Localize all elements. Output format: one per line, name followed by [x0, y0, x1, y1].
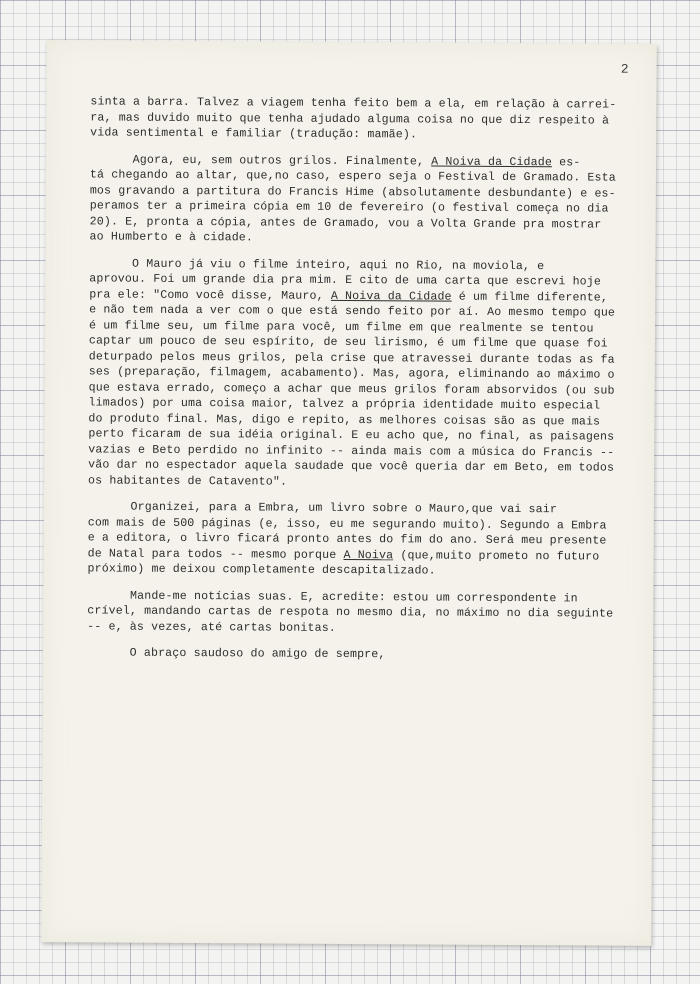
text-line: de Natal para todos -- mesmo porque A Noiva (que,muito prometo no futuro [87, 546, 600, 564]
text-line: O Mauro já viu o filme inteiro, aqui no Rio, na moviola, e [89, 256, 545, 273]
text-line: e não tem nada a ver com o que está sendo feito por aí. Ao mesmo tempo que [89, 303, 616, 320]
text-line: sinta a barra. Talvez a viagem tenha feito bem a ela, em relação à carrei- [90, 95, 617, 112]
text-line: peramos ter a primeira cópia em 10 de fevereiro (o festival começa no dia [89, 199, 609, 216]
text-line: do produto final. Mas, digo e repito, as melhores coisas são as que mais [88, 411, 601, 429]
text-line: O abraço saudoso do amigo de sempre, [86, 646, 386, 662]
text-line: pra ele: "Como você disse, Mauro, A Noiva da Cidade é um filme diferente, [89, 287, 609, 305]
page-number: 2 [620, 61, 629, 77]
text-line: perto ficaram de sua idéia original. E eu acho que, no final, as paisagens [88, 427, 615, 444]
text-line: com mais de 500 páginas (e, isso, eu me segurando muito). Segundo a Embra [87, 515, 607, 533]
text-line: -- e, às vezes, até cartas bonitas. [87, 619, 336, 635]
text-line: Organizei, para a Embra, um livro sobre o Mauro,que vai sair [87, 500, 558, 517]
text-line: 20). E, pronta a cópia, antes de Gramado, vou a Volta Grande pra mostrar [89, 214, 602, 232]
text-line: ses (preparação, filmagem, acabamento). Mas, agora, eliminando ao máximo o [88, 365, 615, 382]
text-line: limados) por uma coisa maior, talvez a própria identidade muito especial [88, 396, 601, 413]
text-line: captar um pouco de seu espírito, de seu lirismo, é um filme que quase foi [88, 334, 608, 351]
text-line: vão dar no espectador aquela saudade que você queria dar em Beto, em todos [88, 458, 615, 475]
text-line: e a editora, o livro ficará pronto antes do fim do ano. Será meu presente [87, 531, 607, 548]
text-line: próximo) me deixou completamente descapitalizado. [87, 562, 436, 578]
letter-page [41, 40, 656, 946]
text-line: ao Humberto e à cidade. [89, 230, 254, 245]
text-line: vazias e Beto perdido no infinito -- ainda mais com a música do Francis -- [88, 442, 615, 460]
text-line: vida sentimental e familiar (tradução: mamãe). [90, 126, 418, 142]
text-line: deturpado pelos meus grilos, pela crise que atravessei durante todas as fa [88, 349, 615, 367]
text-line: ra, mas duvido muito que tenha ajudado alguma coisa no que diz respeito à [90, 110, 610, 128]
text-line: é um filme seu, um filme para você, um filme em que realmente se tentou [88, 318, 594, 335]
text-line: mos gravando a partitura do Francis Hime (absolutamente desbundante) e es- [89, 183, 616, 201]
text-line: tá chegando ao altar, que,no caso, espero seja o Festival de Gramado. Esta [89, 168, 616, 185]
text-line: Agora, eu, sem outros grilos. Finalmente, A Noiva da Cidade es- [89, 152, 581, 169]
text-line: crível, mandando cartas de respota no mesmo dia, no máximo no dia seguinte [87, 604, 614, 621]
text-line: os habitantes de Catavento". [88, 473, 288, 489]
text-line: Mande-me notícias suas. E, acredite: estou um correspondente in [87, 588, 578, 605]
letter-body [87, 94, 634, 664]
text-line: aprovou. Foi um grande dia pra mim. E cito de uma carta que escrevi hoje [89, 272, 602, 289]
text-line: que estava errado, começo a achar que meus grilos foram absorvidos (ou sub [88, 380, 615, 398]
